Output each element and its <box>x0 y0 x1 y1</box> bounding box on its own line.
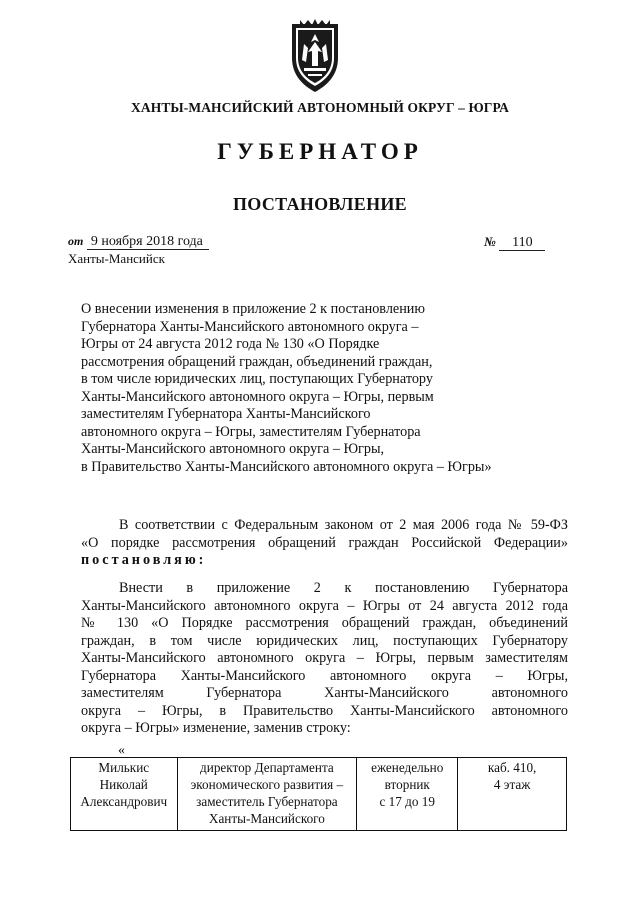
paragraph-line: заместителям Губернатора Ханты-Мансийского автономного <box>81 685 568 701</box>
number-line <box>484 234 545 251</box>
title-line: в том числе юридических лиц, поступающих Губернатору <box>81 371 433 387</box>
cell-line: каб. 410, <box>487 760 537 775</box>
preamble-paragraph <box>81 517 568 552</box>
title-line: Губернатора Ханты-Мансийского автономного округа – <box>81 318 419 335</box>
paragraph-line: Ханты-Мансийского автономного округа – Югры, первым заместителям <box>81 650 568 666</box>
region-heading: ХАНТЫ-МАНСИЙСКИЙ АВТОНОМНЫЙ ОКРУГ – ЮГРА <box>131 100 509 115</box>
paragraph-line: № 130 «О Порядке рассмотрения обращений граждан, объединений <box>81 615 568 631</box>
title-line: О внесении изменения в приложение 2 к постановлению <box>81 301 425 317</box>
date-line <box>68 234 209 250</box>
document-number: 110 <box>499 235 545 251</box>
paragraph-line: округа – Югры, в Правительство Ханты-Мансийского автономного <box>81 702 568 719</box>
document-title <box>81 301 541 476</box>
city: Ханты-Мансийск <box>68 251 165 266</box>
resolve-word: постановляю: <box>81 552 207 568</box>
position-cell <box>177 758 357 831</box>
cell-line: 4 этаж <box>493 777 531 792</box>
governor-heading: ГУБЕРНАТОР <box>217 139 423 164</box>
room-cell <box>458 758 567 831</box>
table-row <box>71 758 567 831</box>
cell-line: с 17 до 19 <box>379 794 435 809</box>
title-line: Югры от 24 августа 2012 года № 130 «О Порядке <box>81 336 380 352</box>
paragraph-line: Ханты-Мансийского автономного округа – Югры от 24 августа 2012 года <box>81 597 568 614</box>
cell-line: директор Департамента <box>200 760 334 775</box>
document-date: 9 ноября 2018 года <box>87 234 209 250</box>
cell-line: еженедельно <box>371 760 444 775</box>
title-line: Ханты-Мансийского автономного округа – Югры, первым <box>81 388 434 405</box>
cell-line: вторник <box>384 777 430 792</box>
paragraph-line: В соответствии с Федеральным законом от 2 мая 2006 года № 59-ФЗ <box>119 517 568 533</box>
name-cell <box>71 758 178 831</box>
schedule-cell <box>357 758 458 831</box>
title-line: Ханты-Мансийского автономного округа – Югры, <box>81 441 385 457</box>
opening-quote: « <box>118 743 125 758</box>
paragraph-line: Внести в приложение 2 к постановлению Губернатора <box>119 580 568 596</box>
paragraph-line: «О порядке рассмотрения обращений граждан Российской Федерации» <box>81 534 568 551</box>
title-line: автономного округа – Югры, заместителям Губернатора <box>81 423 421 440</box>
schedule-table <box>70 757 567 831</box>
operative-paragraph <box>81 580 568 738</box>
paragraph-line: Губернатора Ханты-Мансийского автономного округа – Югры, <box>81 667 568 684</box>
title-line: в Правительство Ханты-Мансийского автономного округа – Югры» <box>81 458 492 475</box>
cell-line: Милькис <box>98 760 150 775</box>
date-prefix: от <box>68 234 84 248</box>
paragraph-line: граждан, в том числе юридических лиц, поступающих Губернатору <box>81 632 568 649</box>
cell-line: Николай <box>99 777 148 792</box>
title-line: заместителям Губернатора Ханты-Мансийского <box>81 406 371 422</box>
number-prefix: № <box>484 234 496 249</box>
title-line: рассмотрения обращений граждан, объединений граждан, <box>81 353 433 370</box>
cell-line: экономического развития – <box>190 777 344 792</box>
cell-line: заместитель Губернатора <box>196 794 338 809</box>
coat-of-arms-icon <box>286 18 344 94</box>
paragraph-line: округа – Югры» изменение, заменив строку: <box>81 720 351 736</box>
cell-line: Александрович <box>80 794 168 809</box>
cell-line: Ханты-Мансийского <box>208 811 325 826</box>
document-type-heading: ПОСТАНОВЛЕНИЕ <box>233 194 407 214</box>
